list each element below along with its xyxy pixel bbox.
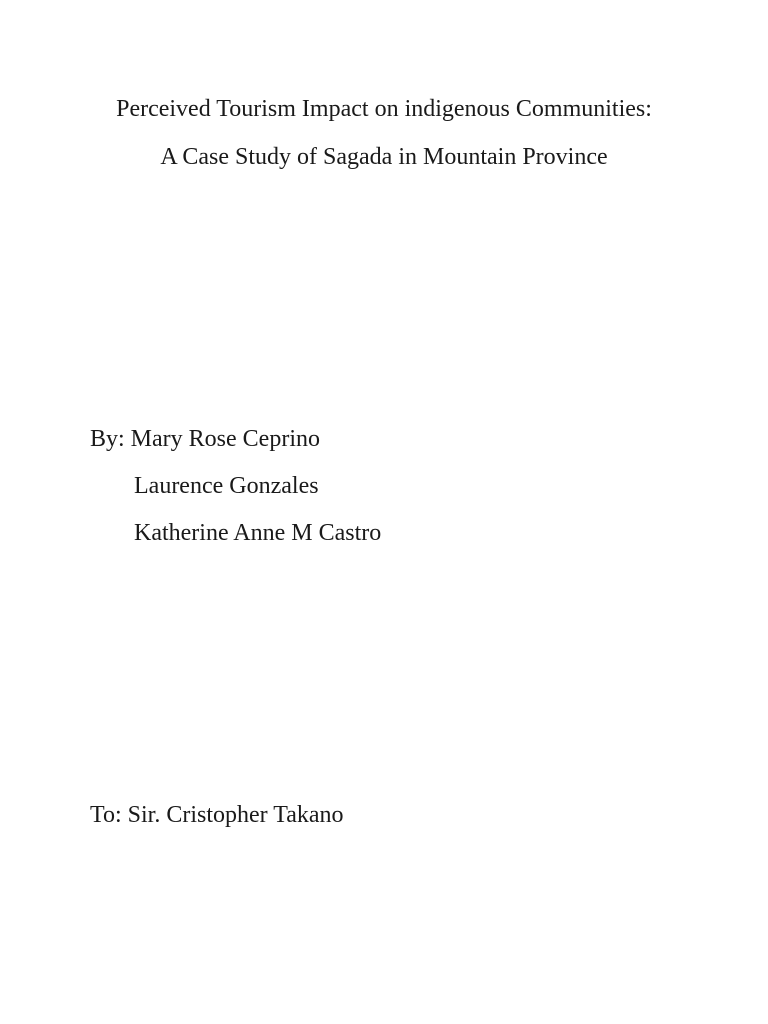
recipient-line: To: Sir. Cristopher Takano [90, 802, 344, 828]
author-line-2: Laurence Gonzales [134, 473, 319, 499]
title-line-1: Perceived Tourism Impact on indigenous Communities: [116, 96, 652, 122]
author-line-1: By: Mary Rose Ceprino [90, 426, 320, 452]
title-line-2: A Case Study of Sagada in Mountain Province [160, 144, 608, 170]
author-line-3: Katherine Anne M Castro [134, 520, 382, 546]
